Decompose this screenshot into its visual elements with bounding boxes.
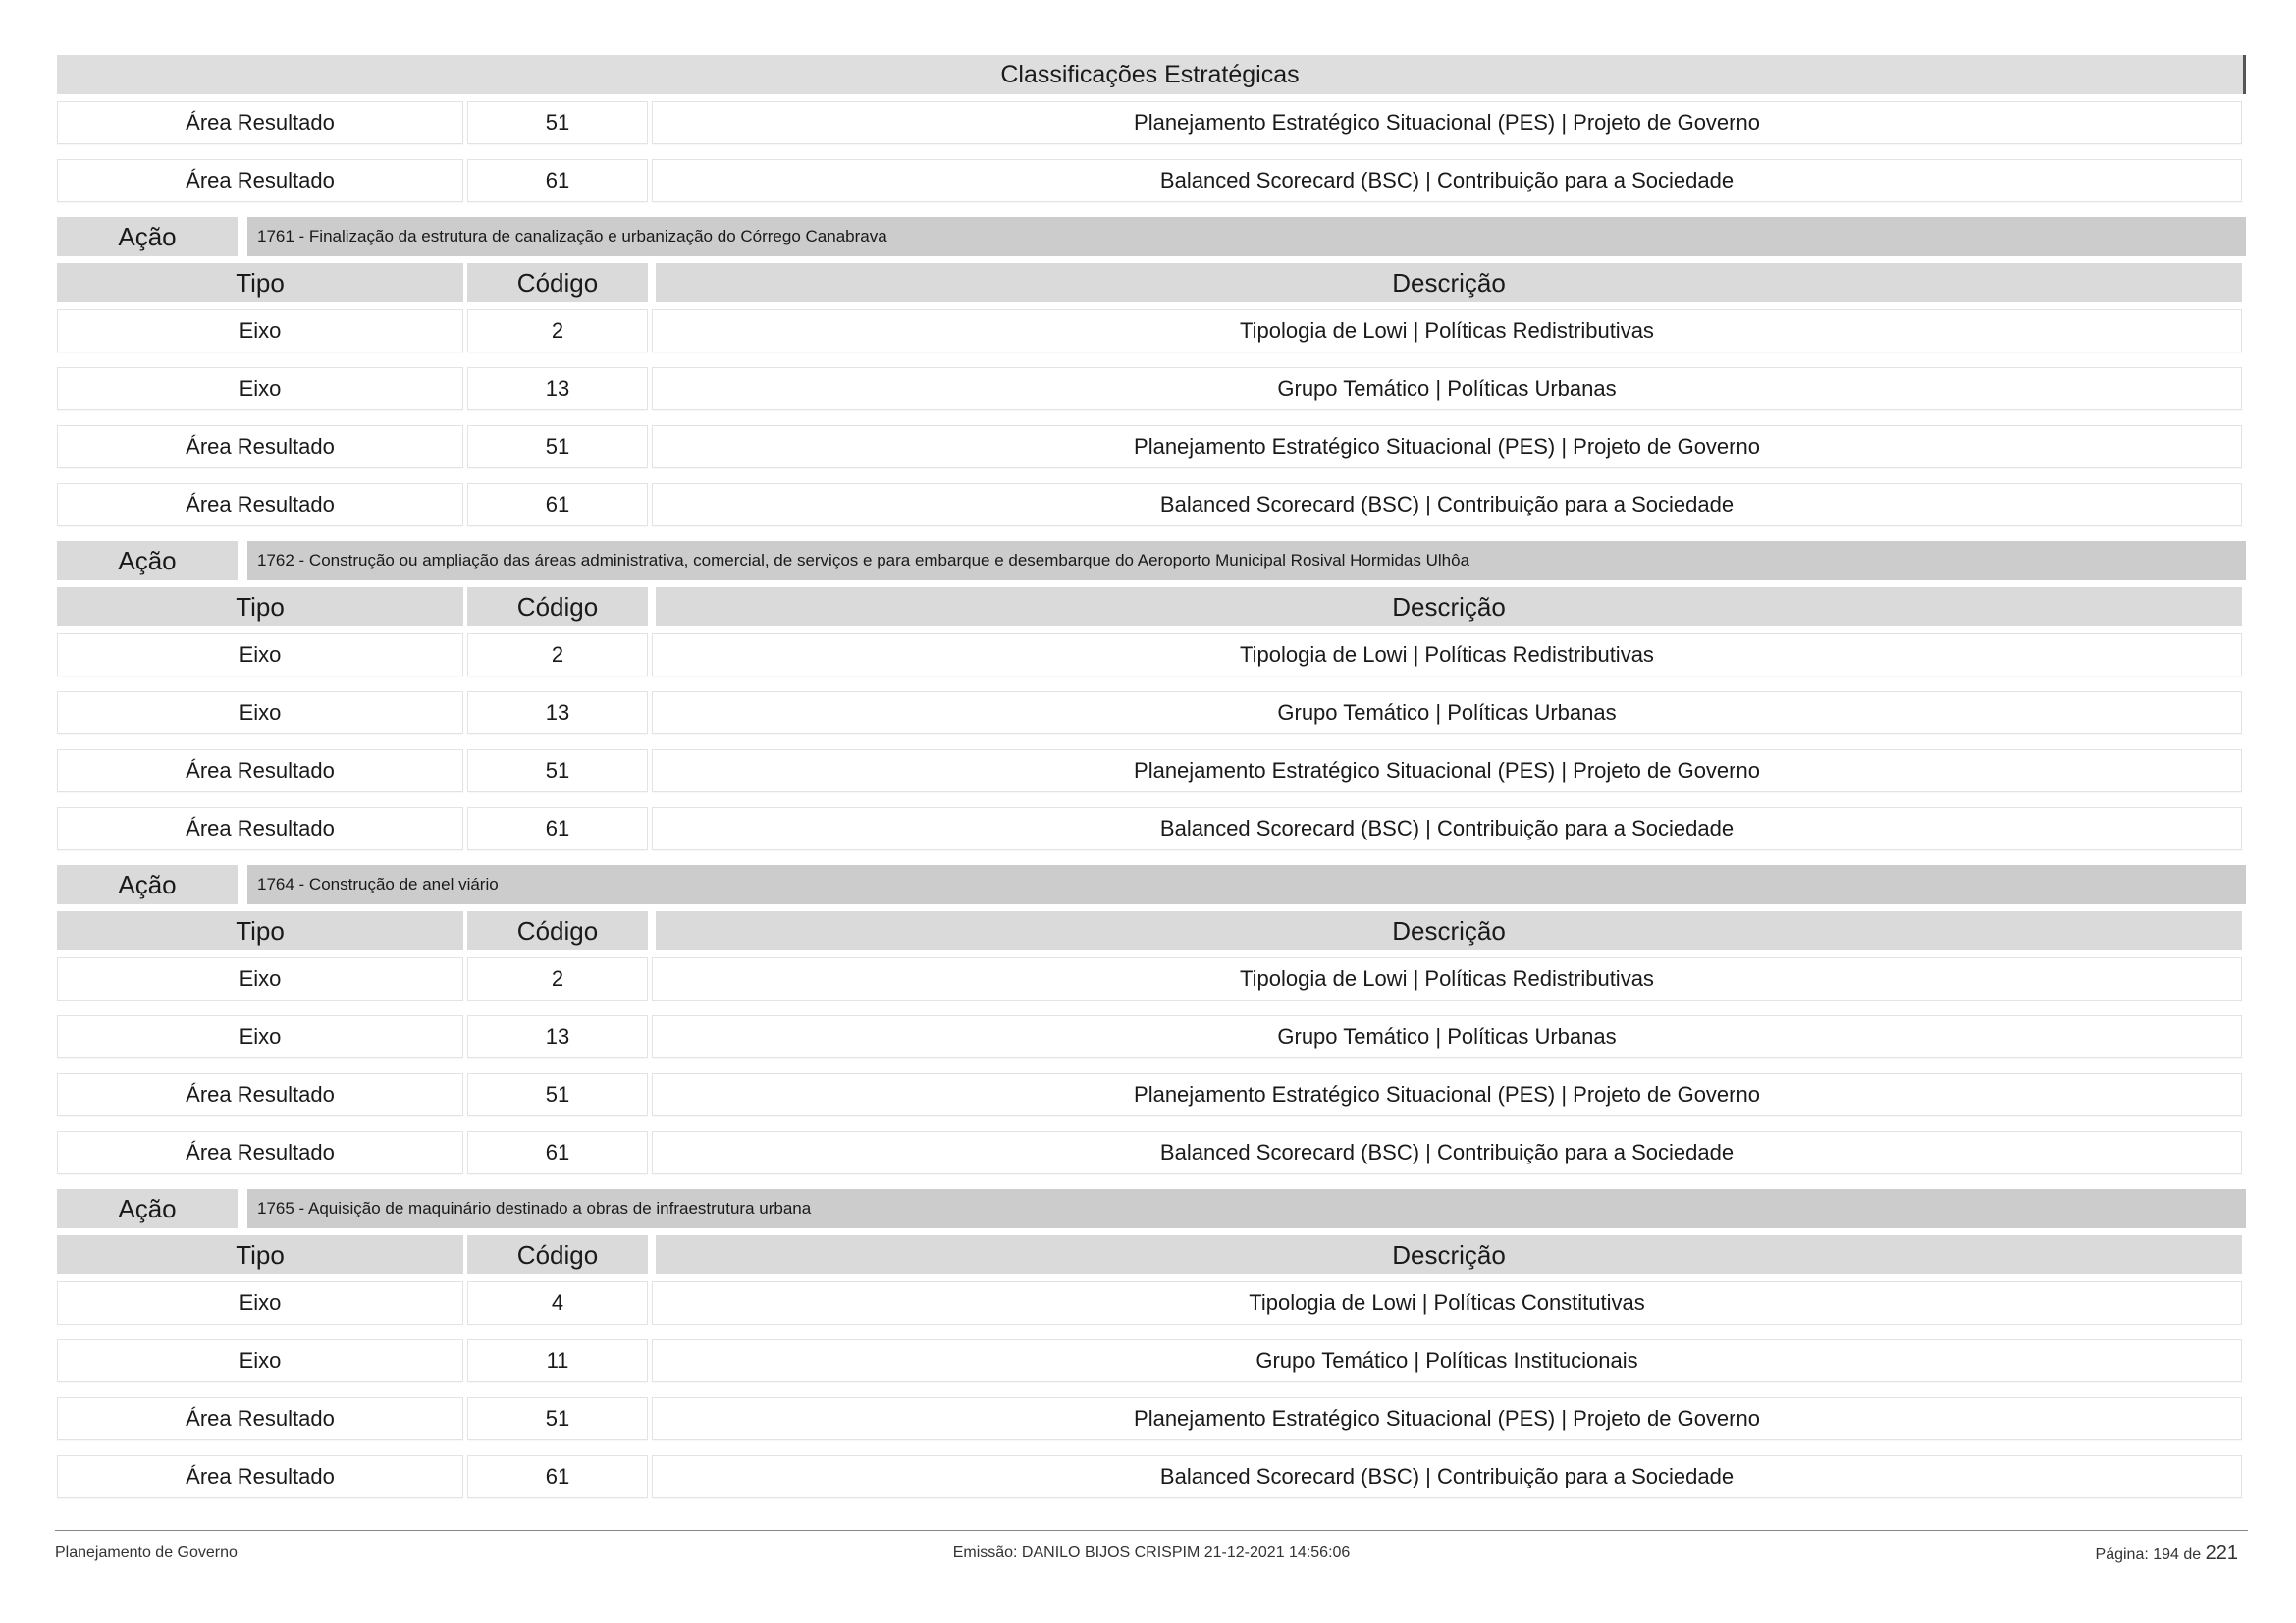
table-row (57, 807, 2246, 850)
header-descricao: Descrição (656, 911, 2242, 950)
tipo-cell: Eixo (57, 1339, 463, 1382)
acao-title: 1762 - Construção ou ampliação das áreas administrativa, comercial, de serviços e para embarque e desembarque do Aeroporto Municipal Rosival Hormidas Ulhôa (247, 541, 2246, 580)
tipo-cell: Área Resultado (57, 425, 463, 468)
descricao-cell: Planejamento Estratégico Situacional (PES) | Projeto de Governo (652, 749, 2242, 792)
codigo-cell: 4 (467, 1281, 648, 1325)
descricao-cell: Grupo Temático | Políticas Urbanas (652, 1015, 2242, 1058)
codigo-cell: 61 (467, 807, 648, 850)
descricao-cell: Grupo Temático | Políticas Institucionais (652, 1339, 2242, 1382)
acao-row (57, 865, 2246, 904)
descricao-cell: Planejamento Estratégico Situacional (PES) | Projeto de Governo (652, 1397, 2242, 1440)
codigo-cell: 61 (467, 1131, 648, 1174)
codigo-cell: 2 (467, 633, 648, 676)
descricao-cell: Tipologia de Lowi | Políticas Redistributivas (652, 957, 2242, 1001)
page-footer (55, 1530, 2248, 1570)
footer-pagination (2096, 1542, 2238, 1565)
acao-title: 1761 - Finalização da estrutura de canalização e urbanização do Córrego Canabrava (247, 217, 2246, 256)
tipo-cell: Área Resultado (57, 749, 463, 792)
tipo-cell: Eixo (57, 309, 463, 352)
section-title: Classificações Estratégicas (57, 55, 2246, 94)
table-row (57, 1015, 2246, 1058)
header-descricao: Descrição (656, 1235, 2242, 1274)
tipo-cell: Eixo (57, 1281, 463, 1325)
tipo-cell: Eixo (57, 691, 463, 734)
codigo-cell: 51 (467, 425, 648, 468)
descricao-cell: Balanced Scorecard (BSC) | Contribuição para a Sociedade (652, 159, 2242, 202)
acao-label: Ação (57, 865, 238, 904)
acao-row (57, 217, 2246, 256)
header-codigo: Código (467, 911, 648, 950)
table-row (57, 367, 2246, 410)
codigo-cell: 61 (467, 483, 648, 526)
table-row (57, 1073, 2246, 1116)
descricao-cell: Grupo Temático | Políticas Urbanas (652, 691, 2242, 734)
table-row (57, 957, 2246, 1001)
descricao-cell: Planejamento Estratégico Situacional (PES) | Projeto de Governo (652, 1073, 2242, 1116)
codigo-cell: 13 (467, 1015, 648, 1058)
codigo-cell: 51 (467, 101, 648, 144)
tipo-cell: Eixo (57, 633, 463, 676)
acao-block (57, 541, 2246, 850)
tipo-cell: Área Resultado (57, 1397, 463, 1440)
acao-block (57, 1189, 2246, 1498)
header-tipo: Tipo (57, 911, 463, 950)
table-row (57, 101, 2246, 144)
descricao-cell: Tipologia de Lowi | Políticas Redistributivas (652, 309, 2242, 352)
table-row (57, 1397, 2246, 1440)
codigo-cell: 51 (467, 1073, 648, 1116)
header-descricao: Descrição (656, 263, 2242, 302)
descricao-cell: Balanced Scorecard (BSC) | Contribuição para a Sociedade (652, 483, 2242, 526)
table-row (57, 633, 2246, 676)
acao-title: 1765 - Aquisição de maquinário destinado a obras de infraestrutura urbana (247, 1189, 2246, 1228)
codigo-cell: 2 (467, 957, 648, 1001)
codigo-cell: 11 (467, 1339, 648, 1382)
tipo-cell: Área Resultado (57, 101, 463, 144)
footer-emission: Emissão: DANILO BIJOS CRISPIM 21-12-2021 14:56:06 (952, 1544, 1351, 1561)
table-header (57, 263, 2246, 302)
header-codigo: Código (467, 263, 648, 302)
top-rows (57, 101, 2246, 202)
codigo-cell: 61 (467, 159, 648, 202)
table-row (57, 1455, 2246, 1498)
footer-system-name: Planejamento de Governo (55, 1544, 238, 1561)
table-row (57, 159, 2246, 202)
descricao-cell: Balanced Scorecard (BSC) | Contribuição para a Sociedade (652, 1455, 2242, 1498)
table-row (57, 749, 2246, 792)
table-header (57, 587, 2246, 626)
acao-row (57, 1189, 2246, 1228)
header-codigo: Código (467, 1235, 648, 1274)
codigo-cell: 13 (467, 691, 648, 734)
tipo-cell: Área Resultado (57, 807, 463, 850)
tipo-cell: Área Resultado (57, 1131, 463, 1174)
acao-block (57, 217, 2246, 526)
acao-row (57, 541, 2246, 580)
descricao-cell: Balanced Scorecard (BSC) | Contribuição para a Sociedade (652, 807, 2242, 850)
header-tipo: Tipo (57, 263, 463, 302)
header-tipo: Tipo (57, 1235, 463, 1274)
codigo-cell: 2 (467, 309, 648, 352)
table-row (57, 691, 2246, 734)
acao-block (57, 865, 2246, 1174)
tipo-cell: Área Resultado (57, 159, 463, 202)
tipo-cell: Área Resultado (57, 1073, 463, 1116)
header-tipo: Tipo (57, 587, 463, 626)
descricao-cell: Planejamento Estratégico Situacional (PES) | Projeto de Governo (652, 101, 2242, 144)
codigo-cell: 51 (467, 749, 648, 792)
table-row (57, 425, 2246, 468)
acao-label: Ação (57, 1189, 238, 1228)
tipo-cell: Área Resultado (57, 483, 463, 526)
table-row (57, 483, 2246, 526)
codigo-cell: 13 (467, 367, 648, 410)
page-total: 221 (2205, 1542, 2238, 1564)
descricao-cell: Planejamento Estratégico Situacional (PES) | Projeto de Governo (652, 425, 2242, 468)
document-page (57, 55, 2246, 1513)
table-row (57, 1281, 2246, 1325)
descricao-cell: Balanced Scorecard (BSC) | Contribuição para a Sociedade (652, 1131, 2242, 1174)
table-row (57, 1131, 2246, 1174)
tipo-cell: Eixo (57, 957, 463, 1001)
codigo-cell: 61 (467, 1455, 648, 1498)
page-label: Página: 194 de (2095, 1546, 2206, 1563)
descricao-cell: Tipologia de Lowi | Políticas Redistributivas (652, 633, 2242, 676)
header-codigo: Código (467, 587, 648, 626)
table-header (57, 1235, 2246, 1274)
codigo-cell: 51 (467, 1397, 648, 1440)
table-row (57, 1339, 2246, 1382)
table-row (57, 309, 2246, 352)
descricao-cell: Tipologia de Lowi | Políticas Constitutivas (652, 1281, 2242, 1325)
tipo-cell: Eixo (57, 367, 463, 410)
descricao-cell: Grupo Temático | Políticas Urbanas (652, 367, 2242, 410)
table-header (57, 911, 2246, 950)
header-descricao: Descrição (656, 587, 2242, 626)
acao-label: Ação (57, 541, 238, 580)
tipo-cell: Eixo (57, 1015, 463, 1058)
acao-label: Ação (57, 217, 238, 256)
tipo-cell: Área Resultado (57, 1455, 463, 1498)
acao-title: 1764 - Construção de anel viário (247, 865, 2246, 904)
